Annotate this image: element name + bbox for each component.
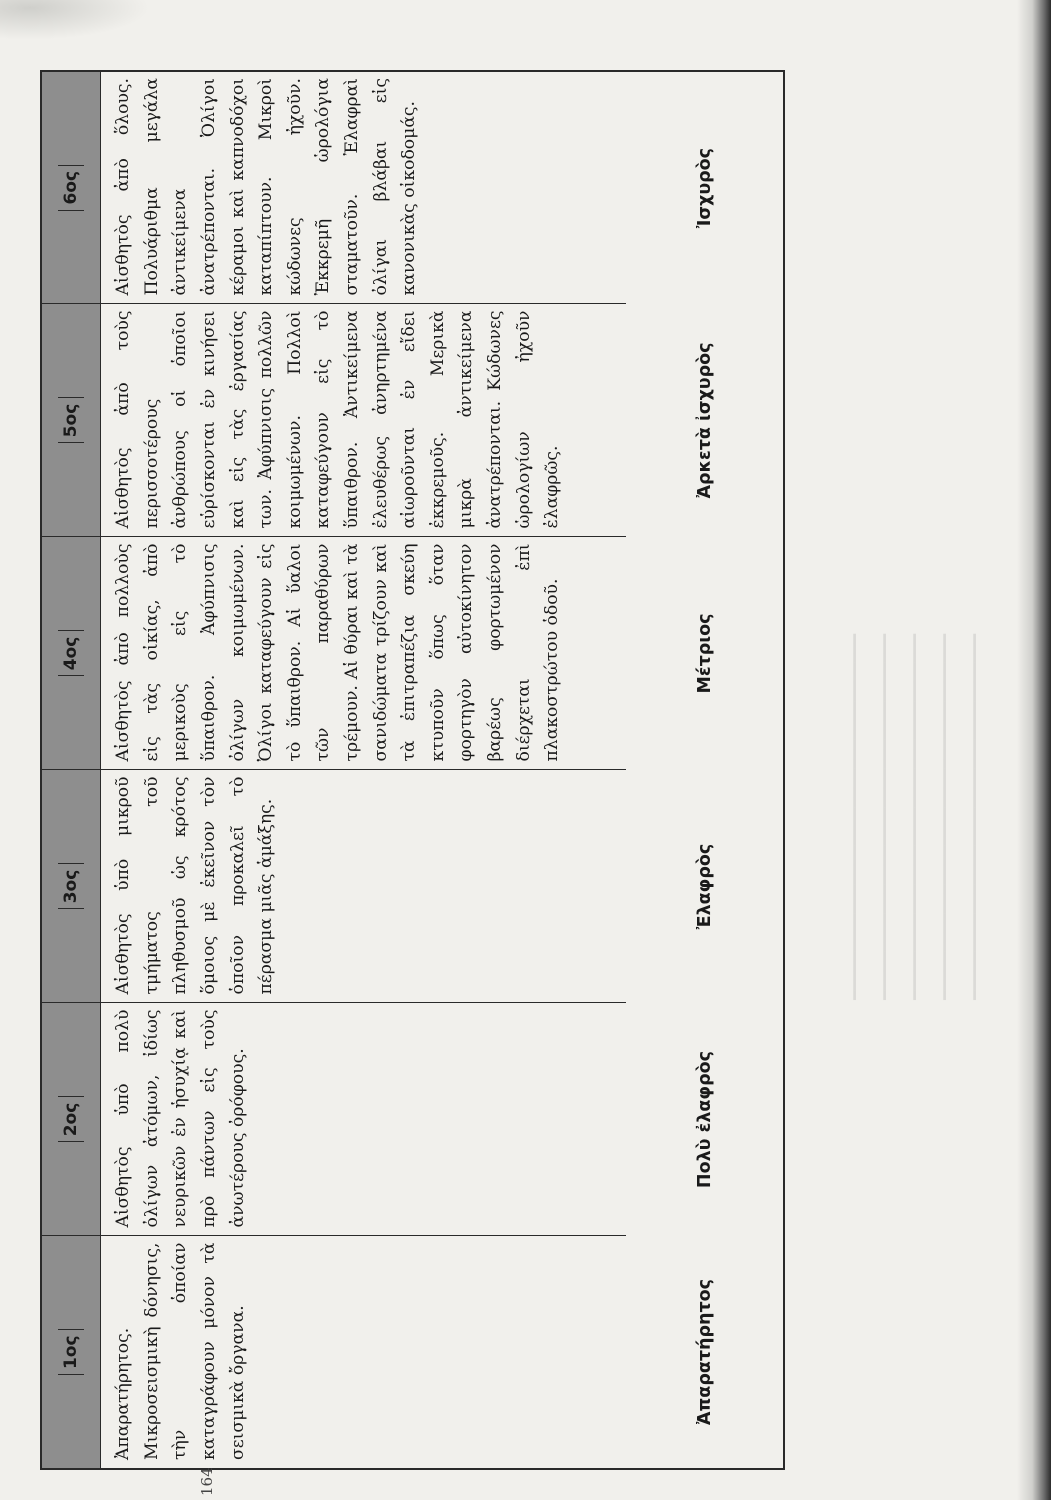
page-number: 164 bbox=[198, 1467, 216, 1496]
bleed-through-lines: ━━━━━━━━━━━━━━━━━━━━━━━━━━━━━━━━━━━━━━ ━━━━━━━━━━━━━━━━━━━━━━━━━━━━━━━━━━━━━━ ━━━━━━━━━━━━━━━━━━━━━━━━━━━━━━━━━━━━━━ ━━━━━━━━━━━━━━━━━━━━━━━━━━━━━━━━━━━━━━ ━━━━━━━━━━━━━━━━━━━━━━━━━━━━━━━━━━━━━━ bbox=[845, 633, 984, 1000]
cell-text: Αἰσθητὸς ἀπὸ τοὺς περισσοτέρους ἀνθρώπους οἱ ὁποῖοι εὑρίσκονται ἐν κινήσει καὶ εἰς τὰς ἐργασίας των. Ἀφύπνισις πολλῶν κοιμωμένων. Πολλοὶ καταφεύγουν εἰς τὸ ὕπαιθρον. Ἀντικείμενα ἐλευθέρως ἀνηρτημένα αἰωροῦνται ἐν εἴδει ἐκκρεμοῦς. Μερικὰ μικρὰ ἀντικείμενα ἀνατρέπονται. Κώδωνες ὡρολογίων ἠχοῦν ἐλαφρῶς. bbox=[113, 310, 563, 529]
cell-text: Αἰσθητὸς ἀπὸ πολλοὺς εἰς τὰς οἰκίας, ἀπὸ μερικοὺς εἰς τὸ ὕπαιθρον. Ἀφύπνισις ὀλίγων κοιμωμένων. Ὀλίγοι καταφεύγουν εἰς τὸ ὕπαιθρον. Αἱ ὕαλοι τῶν παραθύρων τρέμουν. Αἱ θύραι καὶ τὰ σανιδώματα τρίζουν καὶ τὰ ἐπιτραπέζια σκεύη κτυποῦν ὅπως ὅταν φορτηγὸν αὐτοκίνητον βαρέως φορτωμένον διέρχεται ἐπὶ πλακοστρώτου ὁδοῦ. bbox=[113, 543, 563, 762]
header-cell: 5ος bbox=[41, 304, 101, 537]
intensity-label: Ἰσχυρὸς bbox=[694, 147, 715, 229]
header-cell: 1ος bbox=[41, 1236, 101, 1469]
table-body-row bbox=[101, 71, 627, 1469]
intensity-label: Ἐλαφρὸς bbox=[694, 843, 715, 930]
cell-text: Ἀπαρατήρητος. Μικροσεισμικὴ δόνησις, τὴν ὁποίαν καταγράφουν μόνον τὰ σεισμικὰ ὄργανα. bbox=[113, 1242, 248, 1460]
header-cell: 2ος bbox=[41, 1003, 101, 1236]
book-gutter-shadow bbox=[1017, 0, 1051, 1500]
table-cell bbox=[101, 770, 627, 1003]
cell-text: Αἰσθητὸς ὑπὸ μικροῦ τμήματος τοῦ πληθυσμοῦ ὡς κρότος ὅμοιος μὲ ἐκεῖνον τὸν ὁποῖον προκαλεῖ τὸ πέρασμα μιᾶς ἁμάξης. bbox=[113, 776, 277, 995]
intensity-label: Ἀρκετὰ ἰσχυρὸς bbox=[694, 342, 715, 499]
table-header-row bbox=[41, 71, 101, 1469]
intensity-label-row bbox=[626, 71, 784, 1469]
table-cell bbox=[101, 537, 627, 770]
table-cell bbox=[101, 1003, 627, 1236]
page-smudge bbox=[0, 0, 150, 40]
rotated-table-page bbox=[40, 70, 785, 1470]
table-cell bbox=[101, 1236, 627, 1469]
intensity-scale-table bbox=[40, 70, 785, 1470]
header-cell: 4ος bbox=[41, 537, 101, 770]
cell-text: Αἰσθητὸς ἀπὸ ὅλους. Πολυάριθμα μεγάλα ἀντικείμενα ἀνατρέπονται. Ὀλίγοι κέραμοι καὶ καπνοδόχοι καταπίπτουν. Μικροὶ κώδωνες ἠχοῦν. Ἐκκρεμῆ ὡρολόγια σταματοῦν. Ἐλαφραὶ ὀλίγαι βλάβαι εἰς κανονικὰς οἰκοδομάς. bbox=[113, 78, 420, 296]
intensity-label: Πολὺ ἐλαφρὸς bbox=[694, 1050, 715, 1189]
cell-text: Αἰσθητὸς ὑπὸ πολὺ ὀλίγων ἀτόμων, ἰδίως νευρικῶν ἐν ἡσυχίᾳ καὶ πρὸ πάντων εἰς τοὺς ἀνωτέρους ὀρόφους. bbox=[113, 1009, 248, 1228]
table-cell bbox=[101, 71, 627, 304]
header-cell: 6ος bbox=[41, 71, 101, 304]
intensity-label: Μέτριος bbox=[694, 613, 715, 694]
table-cell bbox=[101, 304, 627, 537]
header-cell: 3ος bbox=[41, 770, 101, 1003]
intensity-label: Ἀπαρατήρητος bbox=[694, 1278, 715, 1426]
